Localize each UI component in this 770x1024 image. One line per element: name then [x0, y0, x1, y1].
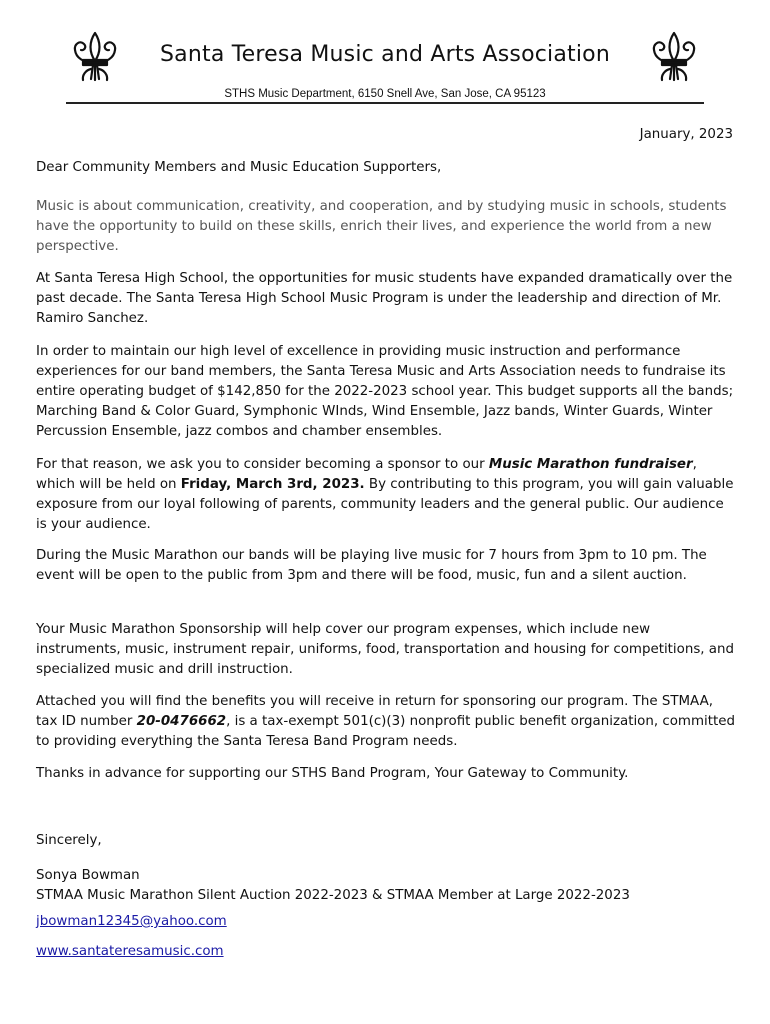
text-span: , which will be held on — [36, 457, 697, 492]
signer-name: Sonya Bowman — [36, 868, 140, 883]
tax-id: 20-0476662 — [136, 714, 227, 729]
website-link[interactable]: www.santateresamusic.com — [36, 944, 224, 959]
organization-title: Santa Teresa Music and Arts Association — [160, 42, 610, 67]
text-span: For that reason, we ask you to consider becoming a sponsor to our — [36, 457, 489, 472]
paragraph-intro: Music is about communication, creativity, and cooperation, and by studying music in schools, students have the opportunity to build on these skills, enrich their lives, and experience the world from a new perspective. — [36, 199, 727, 254]
fundraiser-name: Music Marathon fundraiser — [488, 457, 693, 472]
signature-block — [36, 866, 736, 906]
closing: Sincerely, — [36, 833, 102, 848]
paragraph-tax-info — [36, 692, 736, 752]
signer-title: STMAA Music Marathon Silent Auction 2022-2023 & STMAA Member at Large 2022-2023 — [36, 888, 630, 903]
email-link-row — [36, 912, 736, 932]
email-link[interactable]: jbowman12345@yahoo.com — [36, 914, 227, 929]
paragraph-expenses: Your Music Marathon Sponsorship will help cover our program expenses, which include new instruments, music, instrument repair, uniforms, food, transportation and housing for competitions, and specialized music and drill instruction. — [36, 622, 734, 677]
header-divider — [66, 102, 704, 104]
letter-date: January, 2023 — [639, 127, 733, 142]
event-date: Friday, March 3rd, 2023. — [180, 477, 365, 492]
text-span: By contributing to this program, you will gain valuable exposure from our loyal following of parents, community leaders and the general public. Our audience is your audience. — [36, 477, 734, 532]
paragraph-budget: In order to maintain our high level of excellence in providing music instruction and performance experiences for our band members, the Santa Teresa Music and Arts Association needs to fundraise its entire operating budget of $142,850 for the 2022-2023 school year. This budget supports all the bands; Marching Band & Color Guard, Symphonic WInds, Wind Ensemble, Jazz bands, Winter Guards, Winter Percussion Ensemble, jazz combos and chamber ensembles. — [36, 344, 734, 439]
paragraph-program: At Santa Teresa High School, the opportunities for music students have expanded dramatically over the past decade. The Santa Teresa High School Music Program is under the leadership and direction of Mr. Ramiro Sanchez. — [36, 271, 733, 326]
paragraph-thanks: Thanks in advance for supporting our STHS Band Program, Your Gateway to Community. — [36, 766, 629, 781]
website-link-row — [36, 942, 736, 962]
paragraph-sponsor-request — [36, 455, 736, 535]
paragraph-event-details: During the Music Marathon our bands will be playing live music for 7 hours from 3pm to 10 pm. The event will be open to the public from 3pm and there will be food, music, fun and a silent auction. — [36, 548, 707, 583]
text-span: , is a tax-exempt 501(c)(3) nonprofit public benefit organization, committed to providing everything the Santa Teresa Band Program needs. — [36, 714, 735, 749]
greeting: Dear Community Members and Music Education Supporters, — [36, 160, 442, 175]
organization-address: STHS Music Department, 6150 Snell Ave, San Jose, CA 95123 — [224, 88, 546, 100]
text-span: Attached you will find the benefits you will receive in return for sponsoring our program. The STMAA, tax ID number — [36, 694, 713, 729]
